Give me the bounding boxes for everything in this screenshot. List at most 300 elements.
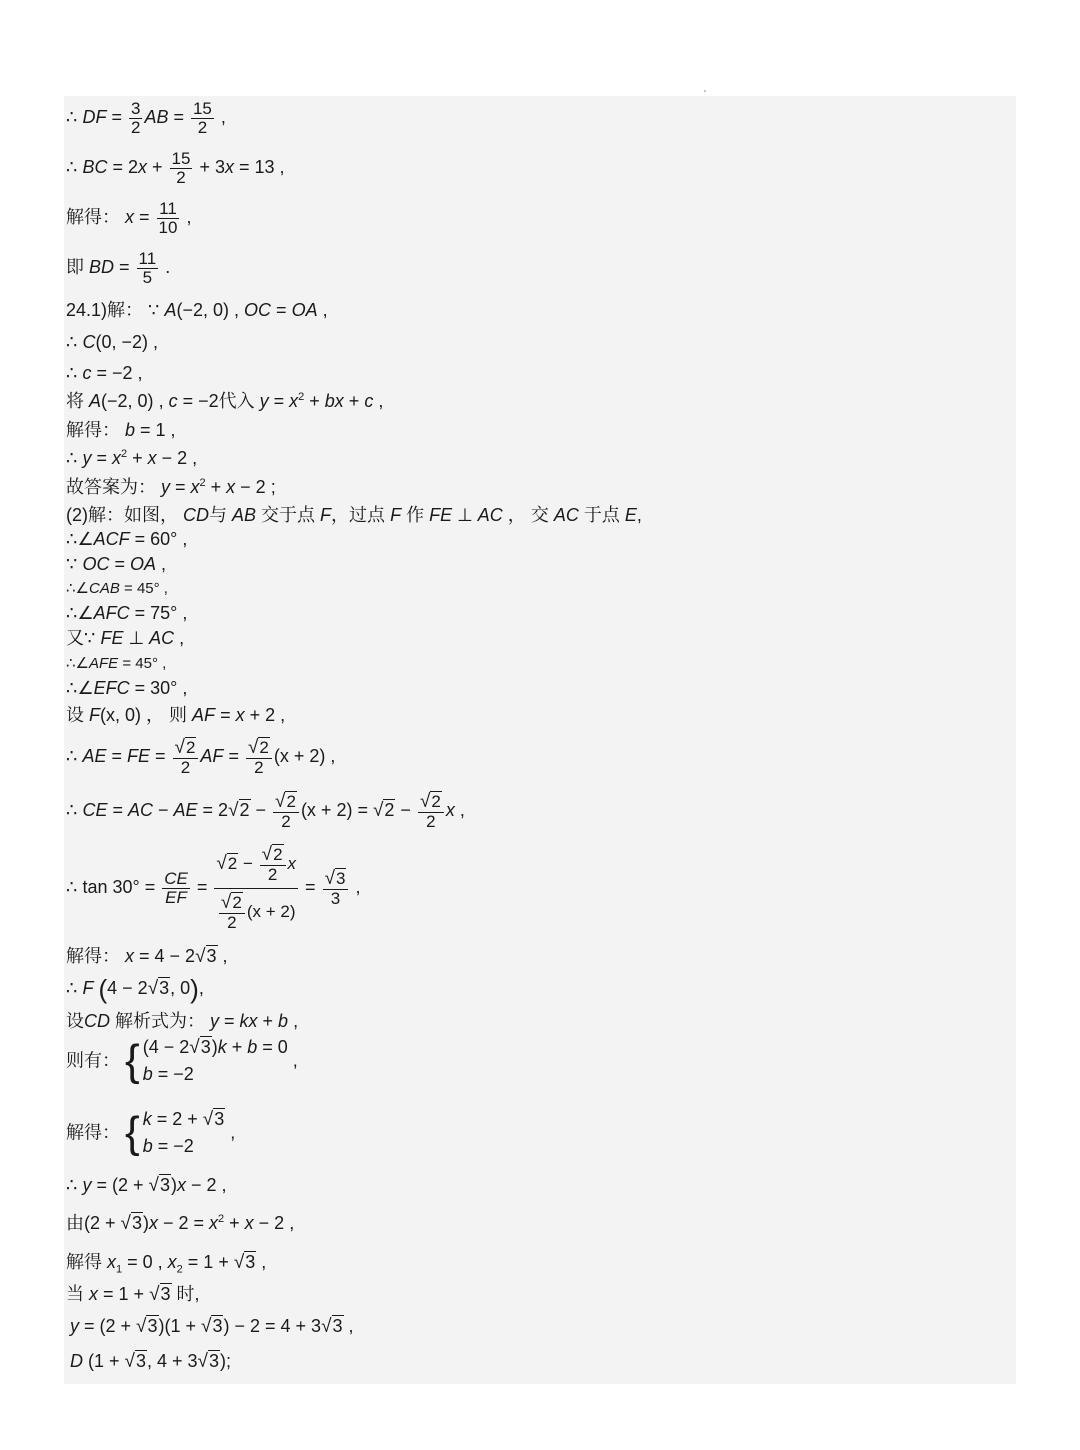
angle-symbol: ∴∠	[66, 603, 94, 623]
text: (1 +	[88, 1351, 125, 1371]
text: = −2	[152, 1064, 194, 1084]
brace: {	[125, 1035, 140, 1085]
radical-sign: √	[220, 891, 232, 913]
radical-sign: √	[324, 867, 335, 889]
line-28	[66, 1107, 236, 1157]
tan-label: ∴ tan 30° =	[66, 877, 161, 898]
text: 交于点	[256, 505, 321, 525]
punct: ,	[198, 977, 204, 998]
var-b: b	[125, 420, 136, 440]
minus: −	[153, 800, 174, 821]
equation-system	[125, 1107, 225, 1157]
eq: =	[219, 1011, 240, 1031]
minus: −	[250, 800, 272, 821]
radicand: 2	[384, 800, 395, 821]
radical-sign: √	[419, 791, 431, 812]
text: = 2	[197, 800, 229, 821]
punct: ,	[343, 1316, 354, 1336]
line-11	[66, 478, 276, 496]
text: (2 +	[111, 1175, 149, 1195]
therefore-symbol: ∴	[66, 363, 83, 383]
exponent: 2	[218, 1213, 225, 1225]
radicand: 3	[159, 977, 170, 998]
var-x: x	[190, 477, 200, 497]
therefore-symbol: ∴	[66, 1175, 83, 1195]
eq: =	[150, 746, 171, 767]
eq: =	[215, 705, 236, 725]
radicand: 2	[239, 800, 250, 821]
text: 于点	[578, 505, 625, 525]
punct: ,	[256, 1252, 267, 1272]
radicand: 3	[208, 1351, 219, 1371]
system-row-1	[143, 1110, 226, 1129]
therefore-symbol: ∴	[66, 800, 83, 821]
radicand: 2	[273, 845, 283, 864]
var-x: x	[89, 1284, 99, 1304]
system-row-2	[143, 1065, 288, 1083]
sqrt	[198, 1352, 220, 1371]
text: 解析式为：	[110, 1011, 211, 1031]
text: = −2代入	[177, 391, 260, 411]
angle-symbol: ∴∠	[66, 529, 94, 549]
brace: {	[125, 1107, 140, 1157]
text: = 4 − 2	[134, 946, 196, 966]
eq: =	[271, 300, 292, 320]
radical-sign: √	[124, 1351, 135, 1372]
line-6	[66, 333, 158, 351]
radical-sign: √	[247, 737, 259, 758]
line-10	[66, 449, 197, 467]
text: , 4 + 3	[147, 1351, 198, 1371]
var-angle: AFC	[93, 603, 130, 623]
sqrt	[189, 1038, 211, 1057]
angle-symbol: ∴∠	[66, 678, 94, 698]
var-oc: OC	[244, 300, 272, 320]
eq: =	[79, 1316, 100, 1336]
numerator: CE	[164, 868, 188, 888]
fraction-11-10	[157, 200, 180, 237]
label: 解得：	[66, 946, 126, 966]
text: ，过点	[331, 505, 391, 525]
therefore-symbol: ∴	[66, 107, 83, 128]
var-x: x	[244, 1213, 254, 1233]
numerator	[418, 792, 444, 813]
radicand: 3	[159, 1175, 170, 1195]
line-31	[66, 1253, 266, 1276]
system-row-1	[143, 1038, 288, 1057]
radicand: 3	[214, 1109, 225, 1129]
sqrt	[148, 979, 170, 998]
plus: +	[224, 1213, 245, 1233]
var-angle: ACF	[93, 529, 130, 549]
text: ,	[153, 391, 169, 411]
text: = 13 ,	[233, 157, 285, 178]
line-18	[66, 656, 166, 671]
var-ac: AC	[477, 505, 503, 525]
text: = −2	[152, 1136, 194, 1156]
var-kx: kx	[239, 1011, 258, 1031]
denominator: 10	[158, 217, 178, 237]
sqrt	[275, 792, 297, 812]
var-ce: CE	[82, 800, 108, 821]
line-14	[66, 555, 166, 573]
radicand: 3	[212, 1316, 223, 1336]
denominator: 2	[197, 117, 208, 137]
punct: ,	[147, 332, 158, 352]
text: = 1 ,	[135, 420, 176, 440]
var-ac: AC	[149, 628, 175, 648]
var-x: x	[125, 946, 135, 966]
denominator: 2	[426, 811, 436, 831]
label: 设	[66, 705, 90, 725]
fraction-ce-ef	[162, 870, 190, 907]
var-angle: AFE	[89, 655, 119, 672]
var-f: F	[89, 705, 101, 725]
var-c: c	[82, 363, 92, 383]
numerator: 11	[159, 199, 177, 218]
punct: ,	[325, 746, 336, 767]
var-b: b	[142, 1136, 153, 1156]
text: = 1 +	[182, 1252, 234, 1272]
radicand: 3	[332, 1316, 343, 1336]
plus: +	[226, 1037, 248, 1057]
radical-sign: √	[233, 1252, 245, 1273]
var-c: C	[82, 332, 96, 352]
paren-expr: (x + 2)	[273, 746, 326, 767]
fraction-sqrt3-3	[323, 869, 349, 908]
speck	[704, 90, 706, 92]
var-oa: OA	[291, 300, 318, 320]
coords: (0, −2)	[95, 332, 148, 352]
text: = 0	[257, 1037, 288, 1057]
label: 又∵	[66, 628, 101, 648]
fraction-sqrt2-2	[418, 792, 444, 831]
fraction-sqrt2-2	[173, 738, 199, 777]
fraction-15-2	[191, 100, 214, 137]
var-d: D	[70, 1351, 83, 1371]
system-row-2	[143, 1137, 226, 1155]
text: − 2 = 4 + 3	[229, 1316, 322, 1336]
var-b: b	[278, 1011, 289, 1031]
var-c: c	[168, 391, 178, 411]
exponent: 2	[120, 448, 128, 460]
label: 则有：	[66, 1050, 126, 1071]
eq: =	[268, 391, 290, 411]
fraction-sqrt2-2	[260, 845, 286, 884]
text: = 60° ,	[129, 529, 188, 549]
denominator: 2	[281, 811, 291, 831]
denominator: 2	[267, 864, 278, 884]
plus: +	[127, 448, 148, 468]
var-x: x	[209, 1213, 219, 1233]
line-1	[66, 100, 226, 137]
denominator: 2	[227, 912, 237, 932]
line-25	[66, 976, 204, 1002]
radical-sign: √	[174, 737, 185, 758]
radicand: 3	[206, 946, 217, 966]
plus: +	[205, 477, 227, 497]
text: 时,	[171, 1284, 200, 1304]
denominator: 2	[180, 757, 191, 777]
eq: =	[352, 800, 373, 821]
text: (2 +	[99, 1316, 137, 1336]
denominator: 5	[142, 267, 153, 287]
text: = 30° ,	[129, 678, 188, 698]
eq: =	[191, 877, 213, 898]
radical-sign: √	[321, 1316, 332, 1337]
line-32	[66, 1285, 200, 1304]
radical-sign: √	[372, 800, 384, 822]
text: − 2 ,	[156, 448, 198, 468]
var-x: x	[138, 157, 147, 178]
text: 作	[401, 505, 430, 525]
sqrt	[216, 854, 238, 874]
text: )	[211, 1037, 218, 1057]
var-y: y	[70, 1316, 79, 1336]
var-f: F	[390, 505, 402, 525]
var-x: x	[445, 800, 455, 821]
punct: ,	[454, 800, 465, 821]
eq: =	[91, 448, 112, 468]
line-20	[66, 706, 285, 724]
var-x: x	[176, 1175, 186, 1195]
numerator: 11	[138, 249, 157, 268]
denominator: 2	[130, 117, 141, 137]
coords: (−2, 0)	[101, 391, 154, 411]
numerator: 3	[130, 99, 141, 118]
line-33	[70, 1317, 354, 1336]
var-k: k	[217, 1037, 227, 1057]
var-x: x	[235, 705, 245, 725]
text: )	[158, 1316, 165, 1336]
radicand: 3	[245, 1252, 256, 1272]
system-rows	[143, 1038, 288, 1083]
radicand: 2	[431, 792, 441, 811]
var-angle: CAB	[89, 580, 120, 597]
var-e: E	[624, 505, 637, 525]
var-x: x	[107, 1252, 117, 1272]
eq: =	[134, 207, 155, 228]
punct: ,	[217, 946, 228, 966]
text: − 2 ;	[235, 477, 276, 497]
therefore-symbol: ∴	[66, 332, 83, 352]
plus: +	[343, 391, 365, 411]
text: − 2 ,	[185, 1175, 227, 1195]
paren-close: )	[190, 974, 199, 1004]
line-34	[70, 1352, 231, 1371]
text: ， 交	[502, 505, 554, 525]
radical-sign: √	[261, 844, 273, 865]
text: )	[220, 1351, 226, 1371]
var-ac: AC	[553, 505, 579, 525]
var-x: x	[289, 391, 299, 411]
minus: −	[395, 800, 416, 821]
line-3	[66, 200, 191, 237]
line-12	[66, 506, 642, 524]
fraction-sqrt2-2	[273, 792, 299, 831]
line-26	[66, 1012, 298, 1030]
numerator	[214, 845, 298, 889]
line-5	[66, 301, 328, 319]
text: )	[142, 1213, 149, 1233]
sqrt	[195, 947, 217, 966]
radical-sign: √	[216, 852, 227, 874]
fraction-15-2	[170, 150, 193, 187]
numerator: 15	[192, 99, 212, 118]
text: = 45° ,	[118, 655, 167, 672]
radicand: 3	[147, 1316, 158, 1336]
var-a: A	[89, 391, 102, 411]
var-ab: AB	[232, 505, 257, 525]
punct: ,	[155, 554, 166, 574]
var-bd: BD	[89, 257, 115, 278]
paren-expr: (x + 2)	[300, 800, 353, 821]
eq: =	[170, 477, 191, 497]
line-13	[66, 530, 187, 548]
var-af: AF	[192, 705, 216, 725]
radicand: 2	[232, 892, 242, 912]
text: (4 − 2	[142, 1037, 190, 1057]
numerator	[173, 738, 199, 759]
punct: ,	[636, 505, 642, 525]
perp-symbol: ⊥	[452, 505, 478, 525]
sqrt	[221, 893, 243, 913]
text: , 0	[170, 977, 191, 998]
text: 与	[209, 505, 233, 525]
sqrt	[325, 869, 347, 889]
punct: ,	[225, 1122, 236, 1143]
punct: ,	[350, 877, 361, 898]
label: 将	[66, 391, 90, 411]
text: 4 − 2	[107, 977, 148, 998]
denominator: 2	[176, 167, 186, 187]
var-ae: AE	[82, 746, 107, 767]
line-16	[66, 604, 187, 622]
radical-sign: √	[275, 791, 286, 812]
sqrt	[373, 801, 395, 820]
eq: =	[107, 800, 128, 821]
sqrt	[420, 792, 442, 812]
text: = 2 +	[151, 1109, 203, 1129]
sqrt	[201, 1317, 223, 1336]
denominator: EF	[165, 887, 187, 907]
numerator	[273, 792, 299, 813]
radical-sign: √	[228, 800, 239, 822]
line-22	[66, 792, 465, 831]
line-21	[66, 738, 335, 777]
therefore-symbol: ∴	[66, 157, 83, 178]
var-angle: EFC	[93, 678, 130, 698]
minus: −	[238, 853, 258, 873]
line-30	[66, 1214, 294, 1233]
therefore-symbol: ∴	[66, 448, 83, 468]
subscript: 2	[176, 1263, 183, 1276]
label: 解得：	[66, 1122, 126, 1143]
line-8	[66, 392, 383, 410]
radicand: 3	[135, 1351, 146, 1371]
var-y: y	[161, 477, 171, 497]
var-y: y	[82, 448, 92, 468]
numerator	[246, 738, 272, 759]
numerator	[323, 869, 349, 890]
var-cd: CD	[183, 505, 209, 525]
denominator: 3	[330, 888, 341, 908]
var-bx: bx	[324, 391, 344, 411]
paren-expr: (x + 2)	[246, 901, 296, 921]
text: (2 +	[84, 1213, 121, 1233]
var-f: F	[320, 505, 332, 525]
var-df: DF	[82, 107, 107, 128]
punct: .	[160, 257, 171, 278]
var-ab: AB	[144, 107, 169, 128]
var-c: c	[364, 391, 374, 411]
radicand: 2	[227, 853, 238, 873]
var-x: x	[167, 1252, 177, 1272]
var-oc: OC	[82, 554, 110, 574]
punct: ,	[174, 628, 185, 648]
fraction-sqrt2-2	[246, 738, 272, 777]
denominator: 2	[254, 757, 264, 777]
label: 当	[66, 1284, 90, 1304]
label: (2)解：如图，	[66, 505, 183, 525]
punct: ,	[317, 300, 328, 320]
text: ,	[229, 300, 245, 320]
plus: +	[304, 391, 325, 411]
line-27	[66, 1035, 298, 1085]
sqrt	[175, 738, 197, 758]
eq: =	[114, 257, 135, 278]
label: 24.1)解： ∵	[66, 300, 165, 320]
text: = 2	[107, 157, 138, 178]
numerator	[219, 893, 245, 914]
var-y: y	[82, 1175, 92, 1195]
punct: ,	[215, 107, 226, 128]
angle-symbol: ∴∠	[66, 580, 89, 597]
radicand: 2	[185, 738, 196, 757]
numerator	[260, 845, 286, 866]
sqrt	[203, 1110, 225, 1129]
radical-sign: √	[197, 1351, 208, 1372]
eq: =	[109, 554, 130, 574]
punct: ,	[287, 1050, 298, 1071]
radicand: 3	[131, 1213, 142, 1233]
fraction-sqrt2-2	[219, 893, 245, 932]
var-x: x	[148, 1213, 158, 1233]
text: = −2 ,	[91, 363, 143, 383]
var-fe: FE	[126, 746, 150, 767]
eq: =	[106, 746, 127, 767]
var-af: AF	[200, 746, 224, 767]
sqrt	[125, 1352, 147, 1371]
var-x: x	[226, 477, 236, 497]
radical-sign: √	[201, 1316, 212, 1337]
numerator: 15	[171, 149, 191, 168]
punct: ,	[288, 1011, 299, 1031]
sqrt	[121, 1214, 143, 1233]
radicand: 3	[160, 1284, 171, 1304]
line-7	[66, 364, 143, 382]
var-fe: FE	[100, 628, 124, 648]
sqrt	[228, 801, 250, 820]
eq: =	[168, 107, 189, 128]
subscript: 1	[116, 1263, 123, 1276]
text: + 2 ,	[244, 705, 286, 725]
line-29	[66, 1176, 226, 1195]
radicand: 2	[286, 792, 296, 811]
complex-fraction	[214, 845, 298, 932]
var-x: x	[287, 853, 297, 873]
text: )	[223, 1316, 230, 1336]
